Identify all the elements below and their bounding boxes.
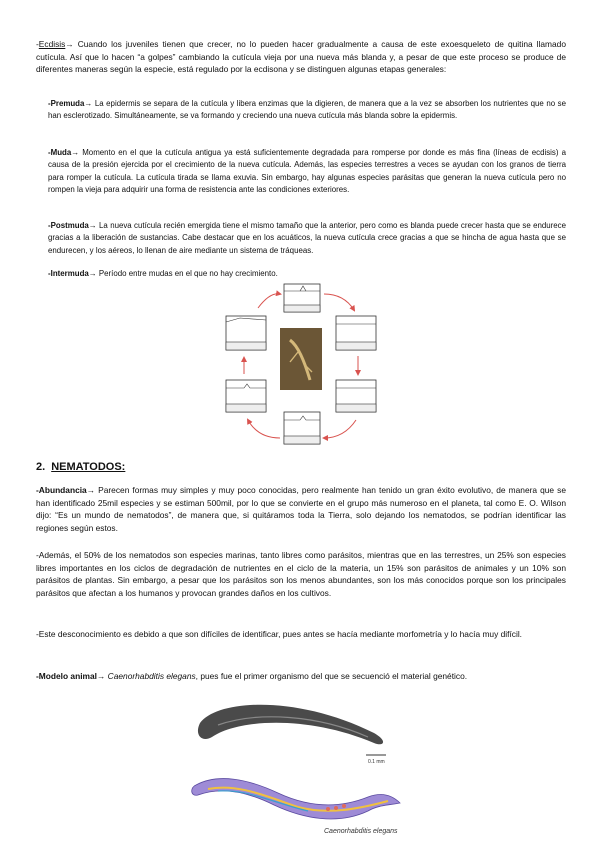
term-abundancia: -Abundancia — [36, 485, 87, 495]
arrow-icon: → — [88, 221, 97, 230]
paragraph-abundancia — [36, 484, 566, 534]
arrow-icon: → — [96, 671, 106, 681]
arrow-icon: → — [84, 99, 93, 108]
figure-caption: Caenorhabditis elegans — [324, 828, 398, 835]
cycle-arrow-icon — [248, 420, 280, 438]
cycle-arrow-icon — [324, 420, 356, 438]
worm-anatomy-illustration — [192, 779, 400, 819]
species-name: Caenorhabditis elegans — [107, 671, 196, 681]
paragraph-intermuda — [48, 268, 566, 280]
term-modelo-animal: -Modelo animal — [36, 671, 97, 681]
term-muda: -Muda — [48, 148, 72, 157]
term-postmuda: -Postmuda — [48, 221, 89, 230]
cycle-arrow-icon — [324, 294, 354, 310]
cuticle-stage-top-right — [336, 316, 376, 350]
postmuda-text: La nueva cutícula recién emergida tiene el mismo tamaño que la anterior, pero como es blanda puede crecer hasta que se endurece gracias a la liberación de sustancias. Cabe destacar que en los acuáticos, la nueva cutícula crece gracias a que se hincha de agua hasta que se endurecen, y los aéreos, lo llenan de aire mediante un sistema de tráqueas. — [48, 221, 566, 255]
term-intermuda: -Intermuda — [48, 269, 89, 278]
modelo-text: , pues fue el primer organismo del que se secuenció el material genético. — [195, 671, 468, 681]
molting-cycle-diagram — [218, 282, 384, 450]
muda-text: Momento en el que la cutícula antigua ya está suficientemente degradada para romperse por donde es más fina (líneas de ecdisis) a causa de la presión ejercida por el crecimiento de la nueva cutícula. Además, las especies terrestres a veces se ayudan con los granos de tierra para romper la cutícula. La cutícula tirada se llama exuvia. Sin embargo, hay algunas especies parásitas que generan la nueva cutícula pero no rompen la vieja para adquirir una forma de resistencia ante las condiciones exteriores. — [48, 148, 566, 195]
paragraph-desconocimiento: -Este desconocimiento es debido a que son difíciles de identificar, pues antes se hacía mediante morfometría y lo hacía muy difícil. — [36, 629, 523, 639]
arrow-icon: → — [71, 148, 80, 157]
term-ecdisis: Ecdisis — [38, 39, 66, 49]
premuda-text: La epidermis se separa de la cutícula y libera enzimas que la digieren, de manera que a la vez se absorben los nutrientes que no se han esclerotizado. Simultáneamente, se va formando y creciendo una nueva cutícula más blanda sobre la epidermis. — [48, 99, 566, 121]
paragraph-ecdisis: -Ecdisis→ Cuando los juveniles tienen que crecer, no lo pueden hacer gradualmente a causa de este exoesqueleto de quitina llamado cutícula. Así que lo hacen “a golpes” cambiando la cutícula vieja por una nueva más blanda y, a pesar de que este proceso se produce de diferentes maneras según la especie, está regulado por la ecdisona y se distinguen algunas etapas generales: — [36, 39, 566, 75]
arrow-icon: → — [65, 39, 74, 49]
section-heading — [36, 461, 125, 473]
cycle-arrow-icon — [258, 294, 280, 308]
ecdisis-text: Cuando los juveniles tienen que crecer, no lo pueden hacer gradualmente a causa de este exoesqueleto de quitina llamado cutícula. Así que lo hacen “a golpes” cambiando la cutícula vieja por una nueva más blanda y, a pesar de que este proceso se produce de diferentes maneras según la especie, está regulado por la ecdisona y se distinguen algunas etapas generales: — [36, 39, 566, 75]
arrow-icon: → — [86, 485, 96, 495]
paragraph-postmuda — [48, 220, 566, 257]
cuticle-stage-bottom-right — [336, 380, 376, 412]
intermuda-text: Período entre mudas en el que no hay crecimiento. — [96, 269, 278, 278]
cuticle-stage-bottom-left — [226, 380, 266, 412]
scale-bar-label: 0.1 mm — [368, 759, 385, 765]
paragraph-premuda — [48, 98, 566, 123]
exuvia-photo — [280, 328, 322, 390]
paragraph-marinas: -Además, el 50% de los nematodos son especies marinas, tanto libres como parásitos, mientras que en las terrestres, un 25% son especies libres importantes en los ciclos de degradación de nutrientes en el ciclo de la materia, un 15% son parásitos de animales y un 10% son parásitos de plantas. Sin embargo, a pesar que los parásitos son los menos abundantes, son los más conocidos porque son los principales parásitos que afectan a los humanos y provocan grandes daños en los cultivos. — [36, 550, 566, 598]
section-title: NEMATODOS: — [51, 461, 126, 473]
cuticle-stage-bottom — [284, 412, 320, 444]
paragraph-muda — [48, 147, 566, 197]
term-premuda: -Premuda — [48, 99, 85, 108]
cuticle-stage-top — [284, 284, 320, 312]
cuticle-stage-top-left — [226, 316, 266, 350]
paragraph-modelo-animal — [36, 670, 566, 683]
abundancia-text: Parecen formas muy simples y muy poco conocidas, pero realmente han tenido un gran éxito evolutivo, de manera que se han identificado 25mil especies y se estiman 500mil, por lo que se convierte en el grupo más numeroso en el planeta, tal como E. O. Wilson dijo: “Es un mundo de nematodos”, de manera que, si quitáramos toda la Tierra, solo dejando los nematodos, se podrían identificar las regiones según estos. — [36, 485, 566, 533]
c-elegans-figure — [178, 693, 418, 843]
section-number: 2. — [36, 461, 46, 473]
arrow-icon: → — [88, 269, 97, 278]
worm-micrograph — [198, 705, 386, 765]
